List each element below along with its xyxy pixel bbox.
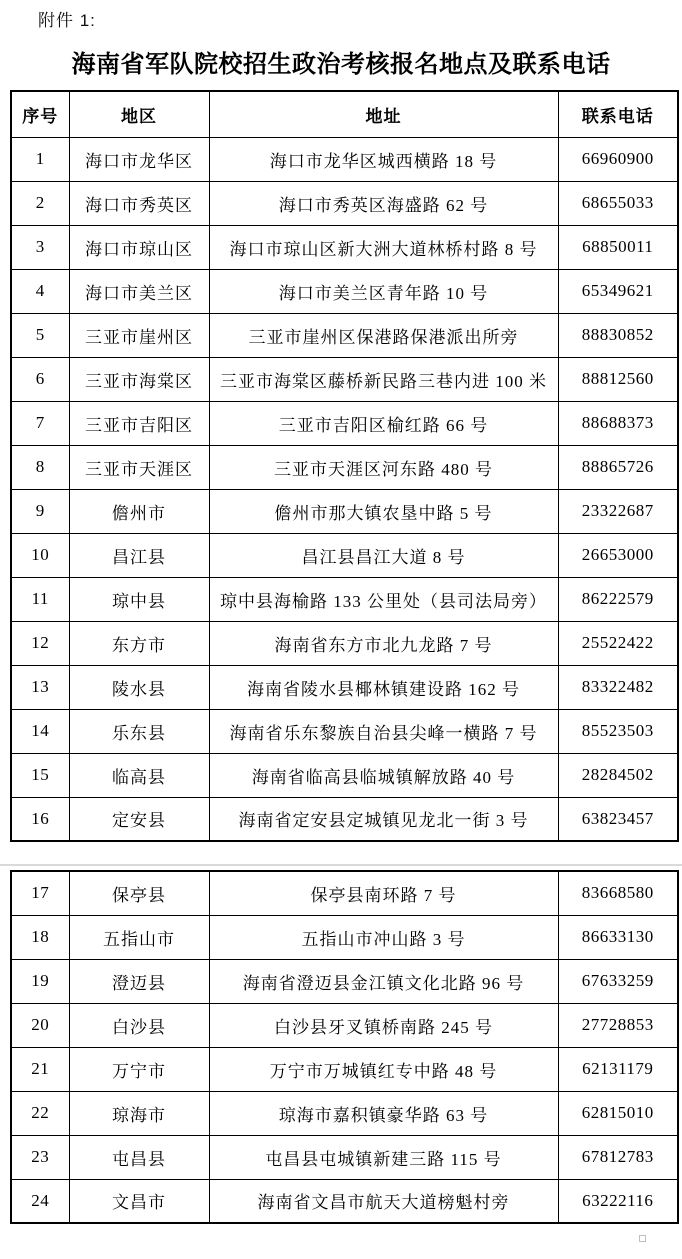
cell-phone: 27728853 [558, 1003, 678, 1047]
cell-no: 10 [11, 533, 69, 577]
cell-region: 三亚市海棠区 [69, 357, 209, 401]
table-row [11, 313, 678, 357]
cell-region: 海口市美兰区 [69, 269, 209, 313]
table-row [11, 871, 678, 915]
cell-no: 22 [11, 1091, 69, 1135]
table-row [11, 401, 678, 445]
cell-phone: 66960900 [558, 137, 678, 181]
cell-address: 海南省乐东黎族自治县尖峰一横路 7 号 [209, 709, 558, 753]
table-row [11, 225, 678, 269]
cell-no: 3 [11, 225, 69, 269]
cell-region: 临高县 [69, 753, 209, 797]
cell-address: 海南省文昌市航天大道榜魁村旁 [209, 1179, 558, 1223]
cell-no: 1 [11, 137, 69, 181]
table-row [11, 533, 678, 577]
cell-region: 三亚市吉阳区 [69, 401, 209, 445]
cell-no: 15 [11, 753, 69, 797]
cell-phone: 28284502 [558, 753, 678, 797]
cell-region: 定安县 [69, 797, 209, 841]
column-header-address: 地址 [209, 91, 558, 137]
cell-no: 13 [11, 665, 69, 709]
cell-region: 陵水县 [69, 665, 209, 709]
cell-region: 昌江县 [69, 533, 209, 577]
cell-no: 23 [11, 1135, 69, 1179]
table-row [11, 915, 678, 959]
cell-no: 17 [11, 871, 69, 915]
cell-region: 海口市秀英区 [69, 181, 209, 225]
cell-address: 五指山市冲山路 3 号 [209, 915, 558, 959]
cell-phone: 67633259 [558, 959, 678, 1003]
cell-phone: 88812560 [558, 357, 678, 401]
registration-table-page2 [10, 870, 679, 1224]
page-title: 海南省军队院校招生政治考核报名地点及联系电话 [71, 52, 611, 78]
cell-region: 文昌市 [69, 1179, 209, 1223]
table-row [11, 1091, 678, 1135]
cell-address: 海口市琼山区新大洲大道林桥村路 8 号 [209, 225, 558, 269]
cell-phone: 63823457 [558, 797, 678, 841]
cell-address: 三亚市崖州区保港路保港派出所旁 [209, 313, 558, 357]
cell-address: 海口市美兰区青年路 10 号 [209, 269, 558, 313]
cell-address: 白沙县牙叉镇桥南路 245 号 [209, 1003, 558, 1047]
cell-address: 海口市秀英区海盛路 62 号 [209, 181, 558, 225]
cell-no: 19 [11, 959, 69, 1003]
cell-region: 东方市 [69, 621, 209, 665]
cell-no: 18 [11, 915, 69, 959]
cell-region: 白沙县 [69, 1003, 209, 1047]
cell-address: 琼海市嘉积镇豪华路 63 号 [209, 1091, 558, 1135]
table-row [11, 269, 678, 313]
cell-no: 9 [11, 489, 69, 533]
cell-address: 海南省陵水县椰林镇建设路 162 号 [209, 665, 558, 709]
cell-region: 万宁市 [69, 1047, 209, 1091]
column-header-region: 地区 [69, 91, 209, 137]
table-row [11, 1047, 678, 1091]
table-row [11, 709, 678, 753]
cell-phone: 88830852 [558, 313, 678, 357]
table-row [11, 577, 678, 621]
cell-region: 海口市琼山区 [69, 225, 209, 269]
cell-address: 琼中县海榆路 133 公里处（县司法局旁） [209, 577, 558, 621]
cell-address: 三亚市吉阳区榆红路 66 号 [209, 401, 558, 445]
cell-no: 6 [11, 357, 69, 401]
table-row [11, 357, 678, 401]
cell-no: 21 [11, 1047, 69, 1091]
cell-phone: 83322482 [558, 665, 678, 709]
cell-phone: 65349621 [558, 269, 678, 313]
cell-no: 5 [11, 313, 69, 357]
cell-address: 海南省临高县临城镇解放路 40 号 [209, 753, 558, 797]
cell-region: 三亚市天涯区 [69, 445, 209, 489]
table-row [11, 445, 678, 489]
cell-address: 海南省定安县定城镇见龙北一街 3 号 [209, 797, 558, 841]
cell-region: 海口市龙华区 [69, 137, 209, 181]
anchor-square-glyph [639, 1235, 646, 1242]
cell-phone: 86633130 [558, 915, 678, 959]
cell-phone: 68655033 [558, 181, 678, 225]
cell-no: 8 [11, 445, 69, 489]
cell-phone: 63222116 [558, 1179, 678, 1223]
cell-address: 昌江县昌江大道 8 号 [209, 533, 558, 577]
cell-region: 琼海市 [69, 1091, 209, 1135]
cell-address: 海南省东方市北九龙路 7 号 [209, 621, 558, 665]
cell-phone: 25522422 [558, 621, 678, 665]
cell-phone: 88865726 [558, 445, 678, 489]
table-row [11, 797, 678, 841]
registration-table-page1 [10, 90, 679, 842]
cell-address: 海南省澄迈县金江镇文化北路 96 号 [209, 959, 558, 1003]
cell-no: 2 [11, 181, 69, 225]
cell-address: 海口市龙华区城西横路 18 号 [209, 137, 558, 181]
column-header-phone: 联系电话 [558, 91, 678, 137]
cell-no: 24 [11, 1179, 69, 1223]
cell-phone: 62815010 [558, 1091, 678, 1135]
cell-region: 三亚市崖州区 [69, 313, 209, 357]
cell-phone: 26653000 [558, 533, 678, 577]
table-row [11, 621, 678, 665]
cell-phone: 68850011 [558, 225, 678, 269]
table-row [11, 181, 678, 225]
cell-address: 保亭县南环路 7 号 [209, 871, 558, 915]
cell-address: 屯昌县屯城镇新建三路 115 号 [209, 1135, 558, 1179]
table-header-row [11, 91, 678, 137]
page-break-divider [0, 864, 682, 866]
cell-phone: 86222579 [558, 577, 678, 621]
cell-region: 乐东县 [69, 709, 209, 753]
cell-address: 三亚市天涯区河东路 480 号 [209, 445, 558, 489]
cell-phone: 83668580 [558, 871, 678, 915]
cell-address: 万宁市万城镇红专中路 48 号 [209, 1047, 558, 1091]
cell-no: 12 [11, 621, 69, 665]
table-row [11, 1003, 678, 1047]
cell-phone: 23322687 [558, 489, 678, 533]
cell-region: 澄迈县 [69, 959, 209, 1003]
table-row [11, 665, 678, 709]
cell-phone: 62131179 [558, 1047, 678, 1091]
table-row [11, 753, 678, 797]
cell-no: 16 [11, 797, 69, 841]
table-row [11, 1179, 678, 1223]
cell-region: 琼中县 [69, 577, 209, 621]
cell-no: 4 [11, 269, 69, 313]
cell-address: 儋州市那大镇农垦中路 5 号 [209, 489, 558, 533]
cell-phone: 85523503 [558, 709, 678, 753]
column-header-no: 序号 [11, 91, 69, 137]
cell-phone: 67812783 [558, 1135, 678, 1179]
cell-phone: 88688373 [558, 401, 678, 445]
cell-region: 五指山市 [69, 915, 209, 959]
cell-region: 保亭县 [69, 871, 209, 915]
table-row [11, 1135, 678, 1179]
table-row [11, 959, 678, 1003]
cell-no: 20 [11, 1003, 69, 1047]
cell-no: 14 [11, 709, 69, 753]
table-row [11, 489, 678, 533]
cell-region: 儋州市 [69, 489, 209, 533]
cell-region: 屯昌县 [69, 1135, 209, 1179]
cell-address: 三亚市海棠区藤桥新民路三巷内进 100 米 [209, 357, 558, 401]
table-row [11, 137, 678, 181]
cell-no: 7 [11, 401, 69, 445]
attachment-label: 附件 1: [38, 11, 96, 30]
cell-no: 11 [11, 577, 69, 621]
